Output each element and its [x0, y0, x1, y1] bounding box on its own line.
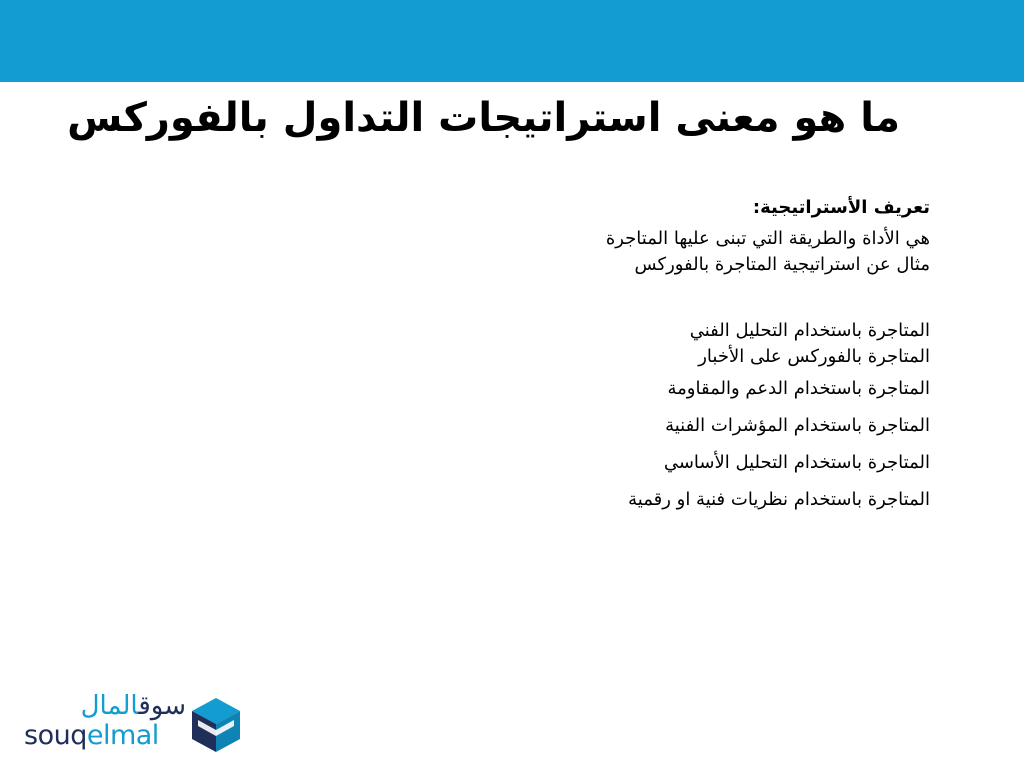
strategy-item: المتاجرة باستخدام التحليل الأساسي [663, 452, 930, 473]
strategy-item: المتاجرة باستخدام نظريات فنية او رقمية [628, 489, 930, 510]
spacer [400, 278, 930, 318]
souqelmal-logo [24, 690, 242, 760]
strategy-item: المتاجرة بالفوركس على الأخبار [698, 346, 930, 367]
slide-body [400, 190, 930, 518]
logo-latin-part-1: souq [24, 720, 87, 751]
logo-arabic-part-1: سوق [138, 691, 186, 721]
definition-heading: تعريف الأستراتيجية: [752, 197, 930, 218]
cube-logo-icon [190, 696, 242, 754]
strategy-item: المتاجرة باستخدام التحليل الفني [689, 320, 930, 341]
definition-line: هي الأداة والطريقة التي تبنى عليها المتاجرة [605, 228, 930, 249]
logo-latin-part-2: elmal [86, 720, 159, 751]
header-band [0, 0, 1024, 82]
logo-arabic-part-2: المال [80, 691, 139, 721]
strategy-item: المتاجرة باستخدام الدعم والمقاومة [667, 378, 930, 399]
logo-latin-wordmark [24, 720, 159, 752]
slide-title: ما هو معنى استراتيجات التداول بالفوركس [67, 95, 900, 141]
definition-line: مثال عن استراتيجية المتاجرة بالفوركس [634, 254, 930, 275]
logo-arabic-wordmark [24, 690, 186, 722]
strategy-item: المتاجرة باستخدام المؤشرات الفنية [665, 415, 930, 436]
